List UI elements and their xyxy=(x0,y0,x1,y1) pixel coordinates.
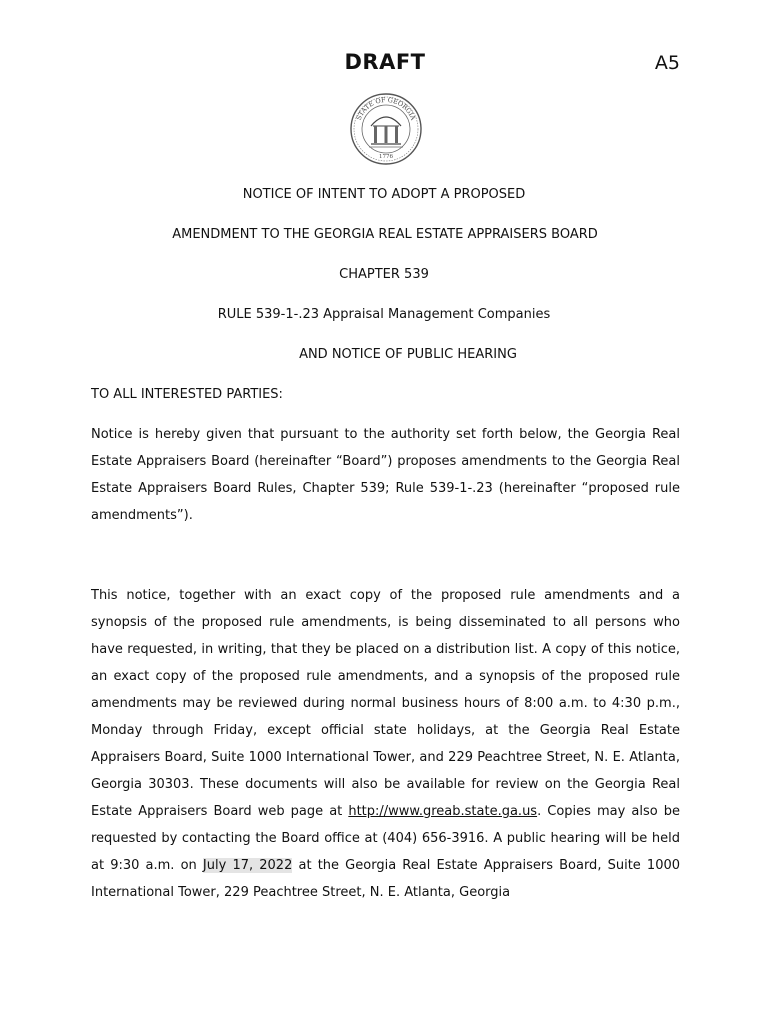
salutation: TO ALL INTERESTED PARTIES: xyxy=(91,387,283,402)
draft-label: DRAFT xyxy=(344,50,426,74)
title-line-1: NOTICE OF INTENT TO ADOPT A PROPOSED xyxy=(242,187,526,202)
board-website-link[interactable]: http://www.greab.state.ga.us xyxy=(348,804,538,819)
seal-year-text: 1776 xyxy=(379,154,393,160)
document-code: A5 xyxy=(654,52,680,74)
seal-ring-text: STATE OF GEORGIA xyxy=(354,95,418,122)
paragraph-2-text-c: at the Georgia Real Estate Appraisers Board, Suite 1000 International Tower, 229 Peachtree Street, N. E. Atlanta, Georgia xyxy=(91,858,681,900)
georgia-state-seal-icon xyxy=(349,92,423,166)
title-line-4: RULE 539-1-.23 Appraisal Management Companies xyxy=(217,307,551,322)
title-line-3: CHAPTER 539 xyxy=(339,267,429,282)
title-line-2: AMENDMENT TO THE GEORGIA REAL ESTATE APPRAISERS BOARD xyxy=(172,227,598,242)
paragraph-2-text-a: This notice, together with an exact copy of the proposed rule amendments and a synopsis of the proposed rule amendments, is being disseminated to all persons who have requested, in writing, that they be placed on a distribution list. A copy of this notice, an exact copy of the proposed rule amendments, and a synopsis of the proposed rule amendments may be reviewed during normal business hours of 8:00 a.m. to 4:30 p.m., Monday through Friday, except official state holidays, at the Georgia Real Estate Appraisers Board, Suite 1000 International Tower, and 229 Peachtree Street, N. E. Atlanta, Georgia 30303. These documents will also be available for review on the Georgia Real Estate Appraisers Board web page at xyxy=(91,588,680,819)
title-line-5: AND NOTICE OF PUBLIC HEARING xyxy=(299,347,517,362)
svg-text:STATE OF GEORGIA xyxy=(355,96,418,122)
paragraph-2-text-b: . Copies may also be requested by contacting the Board office at (404) 656-3916. A public hearing will be held at 9:30 a.m. on xyxy=(91,804,680,873)
notice-paragraph-1: Notice is hereby given that pursuant to the authority set forth below, the Georgia Real Estate Appraisers Board (hereinafter “Board”) proposes amendments to the Georgia Real Estate Appraisers Board Rules, Chapter 539; Rule 539-1-.23 (hereinafter “proposed rule amendments”). xyxy=(91,427,680,523)
hearing-date: July 17, 2022 xyxy=(202,858,293,873)
notice-paragraph-2 xyxy=(91,582,680,906)
